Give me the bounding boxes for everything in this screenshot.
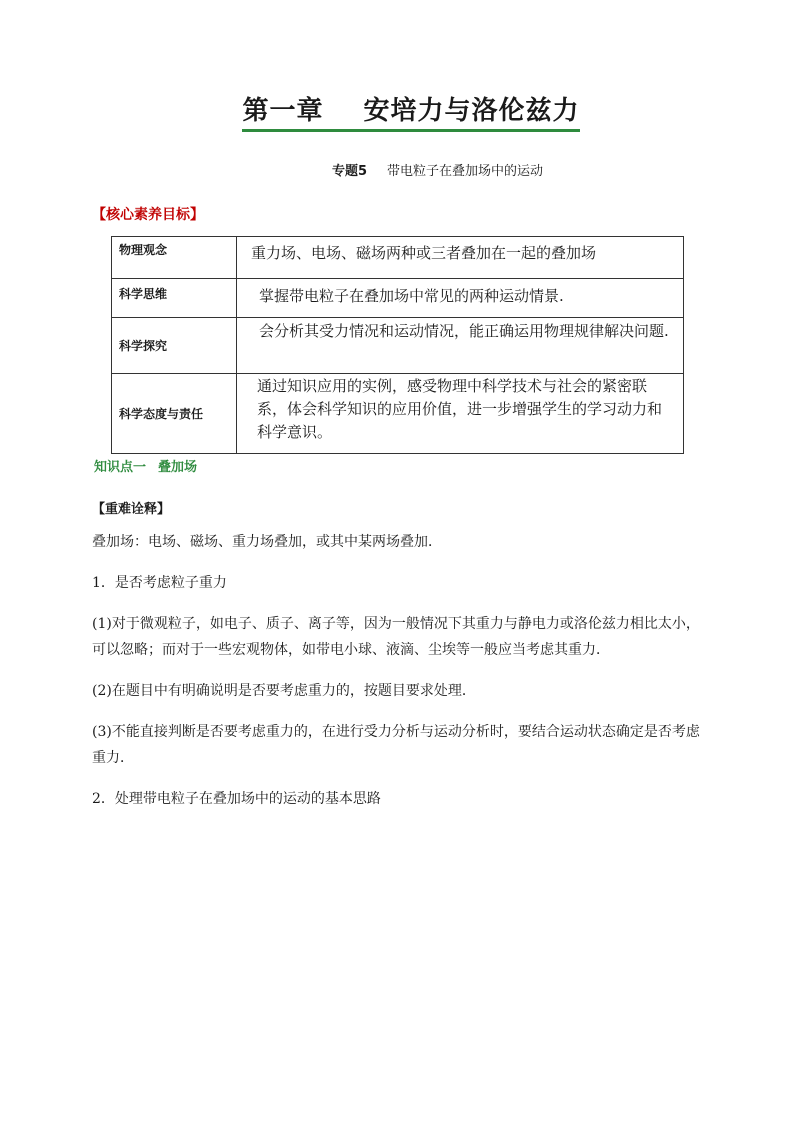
page-title <box>0 94 794 132</box>
goal-label: 科学探究 <box>112 318 237 374</box>
paragraph: 1．是否考虑粒子重力 <box>92 575 227 591</box>
paragraph: (2)在题目中有明确说明是否要考虑重力的，按题目要求处理． <box>92 683 476 699</box>
topic-number: 专题5 <box>332 164 368 179</box>
chapter-label: 第一章 <box>242 96 324 126</box>
goal-text: 会分析其受力情况和运动情况，能正确运用物理规律解决问题. <box>237 318 684 374</box>
knowledge-point-number: 知识点一 <box>94 460 147 475</box>
chapter-title: 安培力与洛伦兹力 <box>363 96 580 126</box>
table-row <box>112 279 684 318</box>
goal-label: 物理观念 <box>112 237 237 279</box>
topic-text: 带电粒子在叠加场中的运动 <box>387 164 544 179</box>
table-row <box>112 237 684 279</box>
topic-subtitle <box>332 160 543 179</box>
paragraph: 叠加场：电场、磁场、重力场叠加，或其中某两场叠加． <box>92 534 442 550</box>
goal-text: 重力场、电场、磁场两种或三者叠加在一起的叠加场 <box>237 237 684 279</box>
table-row <box>112 318 684 374</box>
title-underlined <box>242 94 579 132</box>
goal-label: 科学思维 <box>112 279 237 318</box>
paragraph: (3)不能直接判断是否要考虑重力的，在进行受力分析与运动分析时，要结合运动状态确定是否考虑重力． <box>92 724 700 766</box>
goal-text: 掌握带电粒子在叠加场中常见的两种运动情景. <box>237 279 684 318</box>
goal-text: 通过知识应用的实例，感受物理中科学技术与社会的紧密联系，体会科学知识的应用价值，进一步增强学生的学习动力和科学意识。 <box>237 374 684 454</box>
paragraph: (1)对于微观粒子，如电子、质子、离子等，因为一般情况下其重力与静电力或洛伦兹力相比太小，可以忽略；而对于一些宏观物体，如带电小球、液滴、尘埃等一般应当考虑其重力． <box>92 616 700 658</box>
paragraph: 2．处理带电粒子在叠加场中的运动的基本思路 <box>92 791 381 807</box>
explanation-heading: 【重难诠释】 <box>92 502 171 517</box>
goal-label: 科学态度与责任 <box>112 374 237 454</box>
core-goals-table <box>111 236 684 454</box>
core-goals-heading: 【核心素养目标】 <box>92 207 204 223</box>
table-row <box>112 374 684 454</box>
knowledge-point-heading <box>94 456 197 475</box>
knowledge-point-title: 叠加场 <box>158 460 198 475</box>
